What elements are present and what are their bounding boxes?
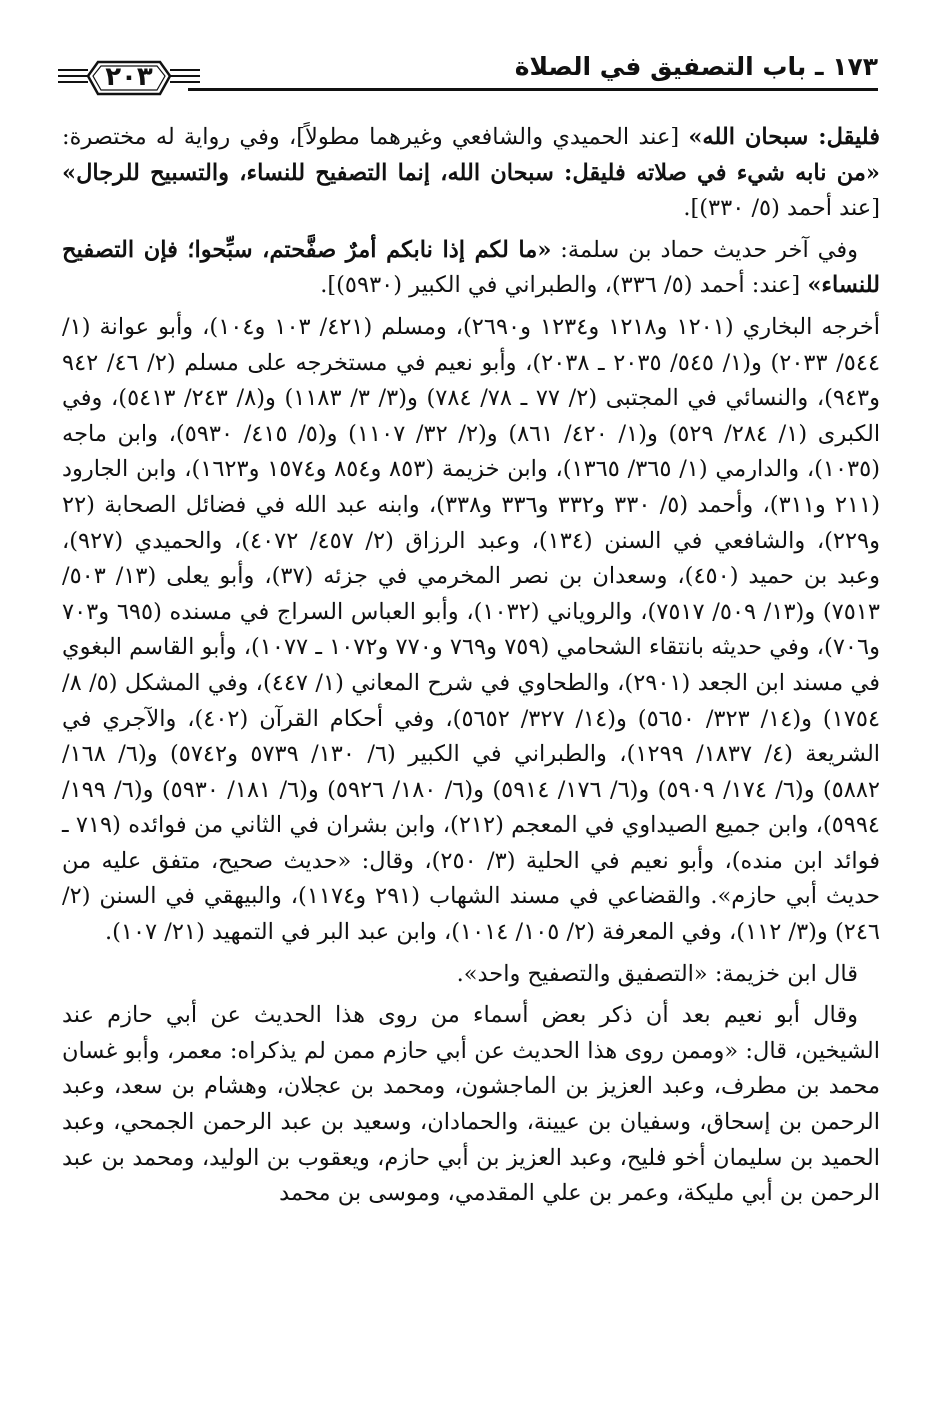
chapter-title: ١٧٣ ـ باب التصفيق في الصلاة	[514, 52, 878, 81]
commentary-text: أخرجه البخاري (١٢٠١ و١٢١٨ و١٢٣٤ و٢٦٩٠)، ومسلم (٤٢١/ ١٠٣ و١٠٤)، وأبو عوانة (١/ ٥٤٤/ ٢٠٣٣) و(١/ ٥٤٥/ ٢٠٣٥ ـ ٢٠٣٨)، وأبو نعيم في مستخرجه على مسلم (٢/ ٤٦/ ٩٤٢ و٩٤٣)، والنسائي في المجتبى (٢/ ٧٧ ـ ٧٨/ ٧٨٤) و(٣/ ٣/ ١١٨٣) و(٨/ ٢٤٣/ ٥٤١٣)، وفي الكبرى (١/ ٢٨٤/ ٥٢٩) و(١/ ٤٢٠/ ٨٦١) و(٢/ ٣٢/ ١١٠٧) و(٥/ ٤١٥/ ٥٩٣٠)، وابن ماجه (١٠٣٥)، والدارمي (١/ ٣٦٥/ ١٣٦٥)، وابن خزيمة (٨٥٣ و٨٥٤ و١٥٧٤ و١٦٢٣)، وابن الجارود (٢١١ و٣١١)، وأحمد (٥/ ٣٣٠ و٣٣٢ و٣٣٦ و٣٣٨)، وابنه عبد الله في فضائل الصحابة (٢٢ و٢٢٩)، والشافعي في السنن (١٣٤)، وعبد الرزاق (٢/ ٤٥٧/ ٤٠٧٢)، والحميدي (٩٢٧)، وعبد بن حميد (٤٥٠)، وسعدان بن نصر المخرمي في جزئه (٣٧)، وأبو يعلى (١٣/ ٥٠٣/ ٧٥١٣) و(١٣/ ٥٠٩/ ٧٥١٧)، والروياني (١٠٣٢)، وأبو العباس السراج في مسنده (٦٩٥ و٧٠٣ و٧٠٦)، وفي حديثه بانتقاء الشحامي (٧٥٩ و٧٦٩ و٧٧٠ و١٠٧٢ ـ ١٠٧٧)، وأبو القاسم البغوي في مسند ابن الجعد (٢٩٠١)، والطحاوي في شرح المعاني (١/ ٤٤٧)، وفي المشكل (٥/ ٨/ ١٧٥٤) و(١٤/ ٣٢٣/ ٥٦٥٠) و(١٤/ ٣٢٧/ ٥٦٥٢)، وفي أحكام القرآن (٤٠٢)، والآجري في الشريعة (٤/ ١٨٣٧/ ١٢٩٩)، والطبراني في الكبير (٦/ ١٣٠/ ٥٧٣٩ و٥٧٤٢) و(٦/ ١٦٨/ ٥٨٨٢) و(٦/ ١٧٤/ ٥٩٠٩) و(٦/ ١٧٦/ ٥٩١٤) و(٦/ ١٨٠/ ٥٩٢٦) و(٦/ ١٨١/ ٥٩٣٠) و(٦/ ١٩٩/ ٥٩٩٤)، وابن جميع الصيداوي في المعجم (٢١٢)، وابن بشران في الثاني من فوائده (٧١٩ ـ فوائد ابن منده)، وأبو نعيم في الحلية (٣/ ٢٥٠)، وقال: «حديث صحيح، متفق عليه من حديث أبي حازم». والقضاعي في مسند الشهاب (٢٩١ و١١٧٤)، والبيهقي في السنن (٢/ ٢٤٦) و(٣/ ١١٢)، وفي المعرفة (٢/ ١٠٥/ ١٠١٤)، وابن عبد البر في التمهيد (٢١/ ١٠٧).	[62, 313, 881, 946]
page-header	[58, 44, 878, 114]
hadith-text: «من نابه شيء في صلاته فليقل: سبحان الله، إنما التصفيح للنساء، والتسبيح للرجال»	[62, 159, 880, 186]
paragraph	[62, 957, 880, 993]
paragraph	[62, 233, 880, 304]
paragraph	[62, 998, 880, 1212]
commentary-text: وفي آخر حديث حماد بن سلمة:	[551, 236, 858, 263]
page-number-badge	[58, 56, 200, 102]
commentary-text: [عند الحميدي والشافعي وغيرهما مطولاً]، وفي رواية له مختصرة:	[62, 124, 689, 150]
main-text	[62, 120, 880, 1218]
paragraph	[62, 310, 880, 951]
hadith-text: فليقل: سبحان الله»	[688, 124, 880, 150]
paragraph	[62, 120, 880, 227]
page-number: ٢٠٣	[105, 62, 153, 92]
commentary-text: [عند أحمد (٥/ ٣٣٠)].	[683, 195, 880, 222]
hadith-text: «ما لكم إذا نابكم أمرٌ صفَّحتم، سبِّحوا؛ فإن التصفيح للنساء»	[62, 236, 880, 299]
commentary-text: وقال أبو نعيم بعد أن ذكر بعض أسماء من روى هذا الحديث عن أبي حازم عند الشيخين، قال: «وممن روى هذا الحديث عن أبي حازم ممن لم يذكراه: معمر، وأبو غسان محمد بن مطرف، وعبد العزيز بن الماجشون، ومحمد بن عجلان، وهشام بن سعد، وعبد الرحمن بن إسحاق، وسفيان بن عيينة، والحمادان، وسعيد بن عبد الرحمن الجمحي، وعبد الحميد بن سليمان أخو فليح، وعبد العزيز بن أبي حازم، ويعقوب بن الوليد، ومحمد بن عبد الرحمن بن أبي مليكة، وعمر بن علي المقدمي، وموسى بن محمد	[62, 1002, 880, 1207]
header-divider	[188, 88, 878, 91]
commentary-text: [عند: أحمد (٥/ ٣٣٦)، والطبراني في الكبير (٥٩٣٠)].	[320, 272, 808, 299]
commentary-text: قال ابن خزيمة: «التصفيق والتصفيح واحد».	[456, 960, 858, 987]
